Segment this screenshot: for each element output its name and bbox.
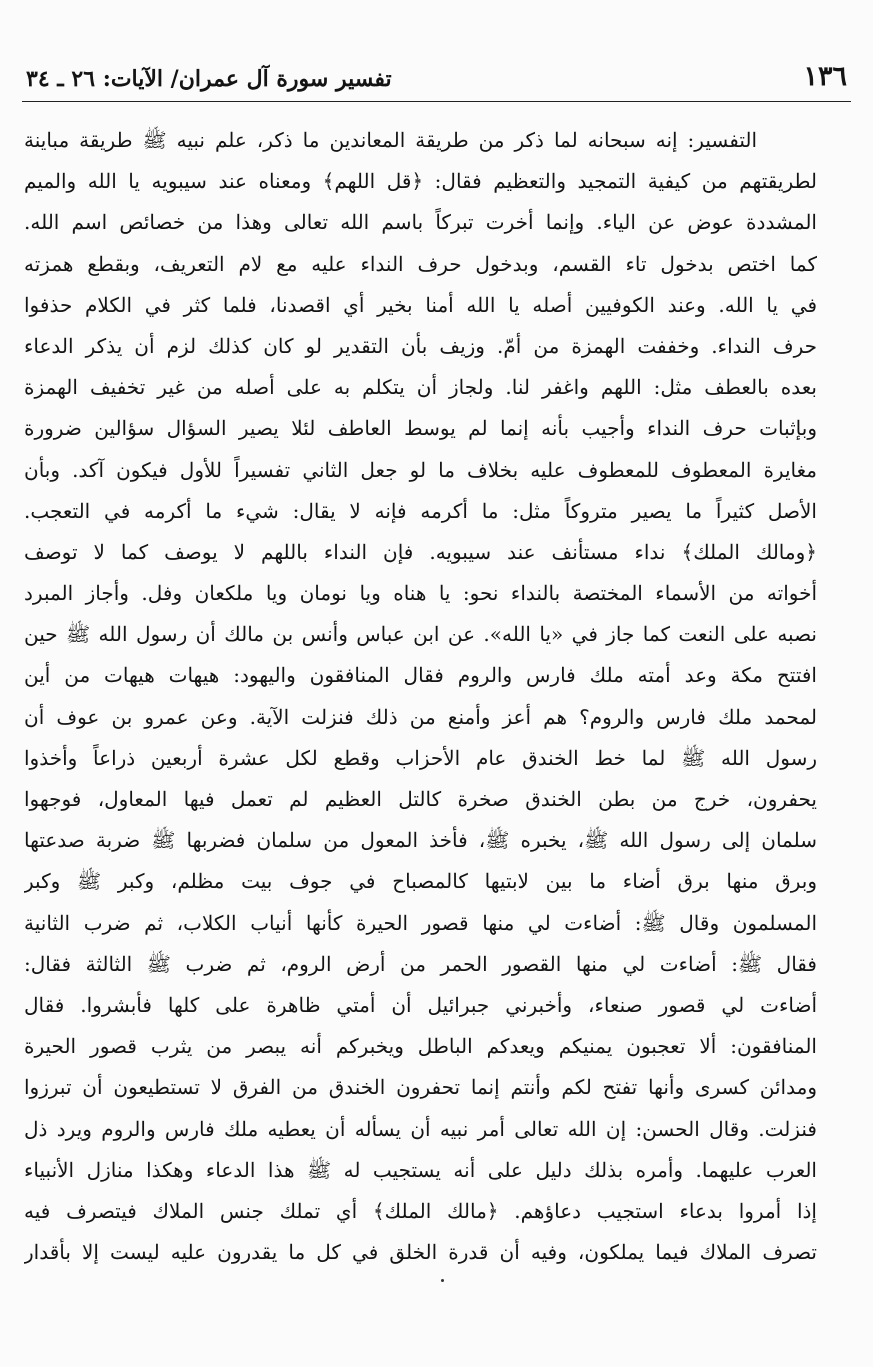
text-line: ومدائن كسرى وأنها تفتح لكم وأنتم إنما تحفرون الخندق من الفرق لا تستطيعون أن تبرزوا: [24, 1075, 817, 1100]
text-line: سلمان إلى رسول الله ﷺ، يخبره ﷺ، فأخذ المعول من سلمان فضربها ﷺ ضربة صدعتها: [24, 828, 817, 853]
text-line: في يا الله. وعند الكوفيين أصله يا الله أمنا بخير أي اقصدنا، فلما كثر في الكلام حذفوا: [24, 292, 817, 317]
text-line: وبرق منها برق أضاء ما بين لابتيها كالمصباح في جوف بيت مظلم، وكبر ﷺ وكبر: [24, 869, 817, 894]
text-line: أضاءت لي قصور صنعاء، وأخبرني جبرائيل أن أمتي ظاهرة على كلها فأبشروا. فقال: [24, 992, 817, 1017]
page-number: ١٣٦: [803, 61, 847, 92]
text-line: العرب عليهما. وأمره بذلك دليل على أنه يستجيب له ﷺ هذا الدعاء وهكذا منازل الأنبياء: [24, 1157, 817, 1182]
text-line: كما اختص بدخول تاء القسم، وبدخول حرف النداء عليه مع لام التعريف، وبقطع همزته: [24, 251, 817, 276]
text-line: يحفرون، خرج من بطن الخندق صخرة كالتل العظيم لم تعمل فيها المعاول، فوجهوا: [24, 787, 817, 811]
body-text: [24, 120, 817, 1273]
text-line: رسول الله ﷺ لما خط الخندق عام الأحزاب وقطع لكل عشرة أربعين ذراعاً وأخذوا: [24, 745, 817, 770]
text-line: الأصل كثيراً ما يصير متروكاً مثل: ما أكرمه فإنه لا يقال: شيء ما أكرمه في التعجب.: [24, 498, 817, 523]
text-line: المشددة عوض عن الياء. وإنما أخرت تبركاً باسم الله تعالى وهذا من خصائص اسم الله.: [24, 210, 817, 235]
text-line: لمحمد ملك فارس والروم؟ هم أعز وأمنع من ذلك فنزلت الآية. وعن عمرو بن عوف أن: [24, 704, 817, 729]
text-line: تصرف الملاك فيما يملكون، وفيه أن قدرة الخلق في كل ما يقدرون عليه ليست إلا بأقدار: [24, 1240, 817, 1265]
text-line: ﴿ومالك الملك﴾ نداء مستأنف عند سيبويه. فإن النداء باللهم لا يوصف كما لا توصف: [24, 539, 817, 564]
text-line: فقال ﷺ: أضاءت لي منها القصور الحمر من أرض الروم، ثم ضرب ﷺ الثالثة فقال:: [24, 951, 817, 976]
text-line: لطريقتهم من كيفية التمجيد والتعظيم فقال: ﴿قل اللهم﴾ ومعناه عند سيبويه يا الله والميم: [24, 169, 817, 194]
text-line: إذا أمروا بدعاء استجيب دعاؤهم. ﴿مالك الملك﴾ أي تملك جنس الملاك فيتصرف فيه: [24, 1198, 817, 1223]
text-line: بعده بالعطف مثل: اللهم واغفر لنا. ولجاز أن يتكلم به على أصله من غير تخفيف الهمزة: [24, 375, 817, 400]
page-header: [22, 58, 851, 100]
text-line: المنافقون: ألا تعجبون يمنيكم ويعدكم الباطل ويخبركم أنه يبصر من يثرب قصور الحيرة: [24, 1034, 817, 1059]
text-line: المسلمون وقال ﷺ: أضاءت لي منها قصور الحيرة كأنها أنياب الكلاب، ثم ضرب الثانية: [24, 910, 817, 935]
text-line: حرف النداء. وخففت الهمزة من أمّ. وزيف بأن التقدير لو كان كذلك لزم أن يذكر الدعاء: [24, 333, 817, 358]
text-line: أخواته من الأسماء المختصة بالنداء نحو: يا هناه ويا نومان ويا ملكعان وفل. وأجاز المبرد: [24, 581, 817, 606]
running-title: تفسير سورة آل عمران/ الآيات: ٢٦ ـ ٣٤: [26, 66, 392, 92]
text-line: وبإثبات حرف النداء وأجيب بأنه إنما لم يوسط العاطف لئلا يصير السؤال سؤالين ضرورة: [24, 416, 817, 441]
ink-speck: [441, 1279, 444, 1282]
header-rule: [22, 101, 851, 102]
text-line: مغايرة المعطوف للمعطوف عليه بخلاف ما لو جعل الثاني تفسيراً للأول فيكون آكد. وبأن: [24, 457, 817, 482]
text-line: فنزلت. وقال الحسن: إن الله تعالى أمر نبيه أن يسأله أن يعطيه ملك فارس والروم ويرد ذل: [24, 1116, 817, 1141]
text-line: نصبه على النعت كما جاز في «يا الله». عن ابن عباس وأنس بن مالك أن رسول الله ﷺ حين: [24, 622, 817, 647]
text-line: التفسير: إنه سبحانه لما ذكر من طريقة المعاندين ما ذكر، علم نبيه ﷺ طريقة مباينة: [24, 128, 757, 152]
text-line: افتتح مكة وعد أمته ملك فارس والروم فقال المنافقون واليهود: هيهات هيهات من أين: [24, 663, 817, 688]
